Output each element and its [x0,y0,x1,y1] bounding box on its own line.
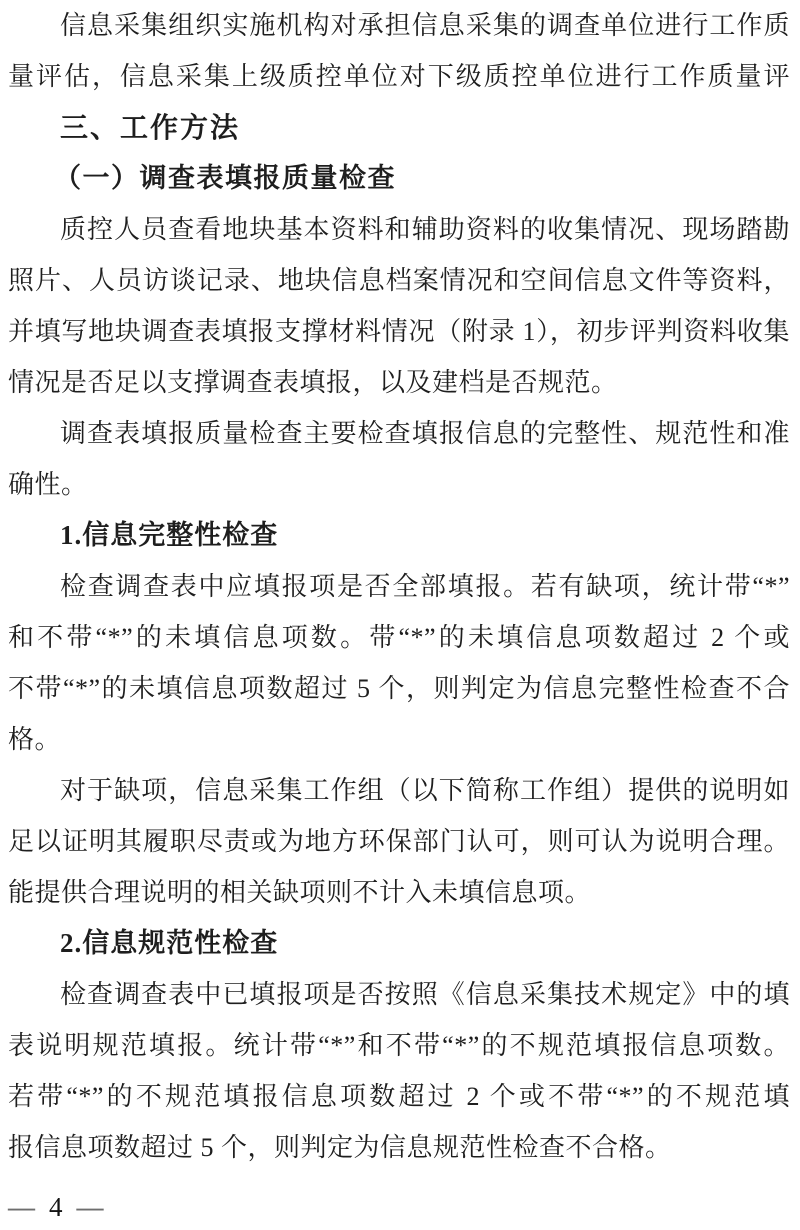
body-text-line: 格。 [8,725,62,754]
body-text-line: 量评估，信息采集上级质控单位对下级质控单位进行工作质量评 [8,62,790,91]
body-text-line: 检查调查表中已填报项是否按照《信息采集技术规定》中的填 [60,980,790,1009]
body-text-line: 报信息项数超过 5 个，则判定为信息规范性检查不合格。 [8,1133,672,1162]
body-text-line: 调查表填报质量检查主要检查填报信息的完整性、规范性和准 [60,419,790,448]
body-text-line: 若带“*”的不规范填报信息项数超过 2 个或不带“*”的不规范填 [8,1082,790,1111]
body-text-line: 表说明规范填报。统计带“*”和不带“*”的不规范填报信息项数。 [8,1031,790,1060]
body-text-line: 不带“*”的未填信息项数超过 5 个，则判定为信息完整性检查不合 [8,674,790,703]
body-text-line: 能提供合理说明的相关缺项则不计入未填信息项。 [8,878,592,907]
heading-information-standardization-check: 2.信息规范性检查 [60,928,279,958]
footer-dash-left: — [8,1191,35,1222]
heading-survey-form-quality-check: （一）调查表填报质量检查 [54,163,396,193]
body-text-line: 情况是否足以支撑调查表填报，以及建档是否规范。 [8,368,618,397]
body-text-line: 对于缺项，信息采集工作组（以下简称工作组）提供的说明如 [60,776,790,805]
heading-work-methods: 三、工作方法 [60,112,241,143]
body-text-line: 质控人员查看地块基本资料和辅助资料的收集情况、现场踏勘 [60,215,790,244]
body-text-line: 确性。 [8,470,88,499]
footer-dash-right: — [76,1191,104,1222]
body-text-line: 照片、人员访谈记录、地块信息档案情况和空间信息文件等资料， [8,266,790,295]
page-number: 4 [49,1191,63,1222]
document-body [8,0,790,1173]
body-text-line: 足以证明其履职尽责或为地方环保部门认可，则可认为说明合理。 [8,827,790,856]
body-text-line: 和不带“*”的未填信息项数。带“*”的未填信息项数超过 2 个或 [8,623,790,652]
heading-information-completeness-check: 1.信息完整性检查 [60,520,279,550]
body-text-line: 检查调查表中应填报项是否全部填报。若有缺项，统计带“*” [60,572,790,601]
body-text-line: 信息采集组织实施机构对承担信息采集的调查单位进行工作质 [60,11,790,40]
body-text-line: 并填写地块调查表填报支撑材料情况（附录 1），初步评判资料收集 [8,317,790,346]
page-footer [8,1186,104,1228]
